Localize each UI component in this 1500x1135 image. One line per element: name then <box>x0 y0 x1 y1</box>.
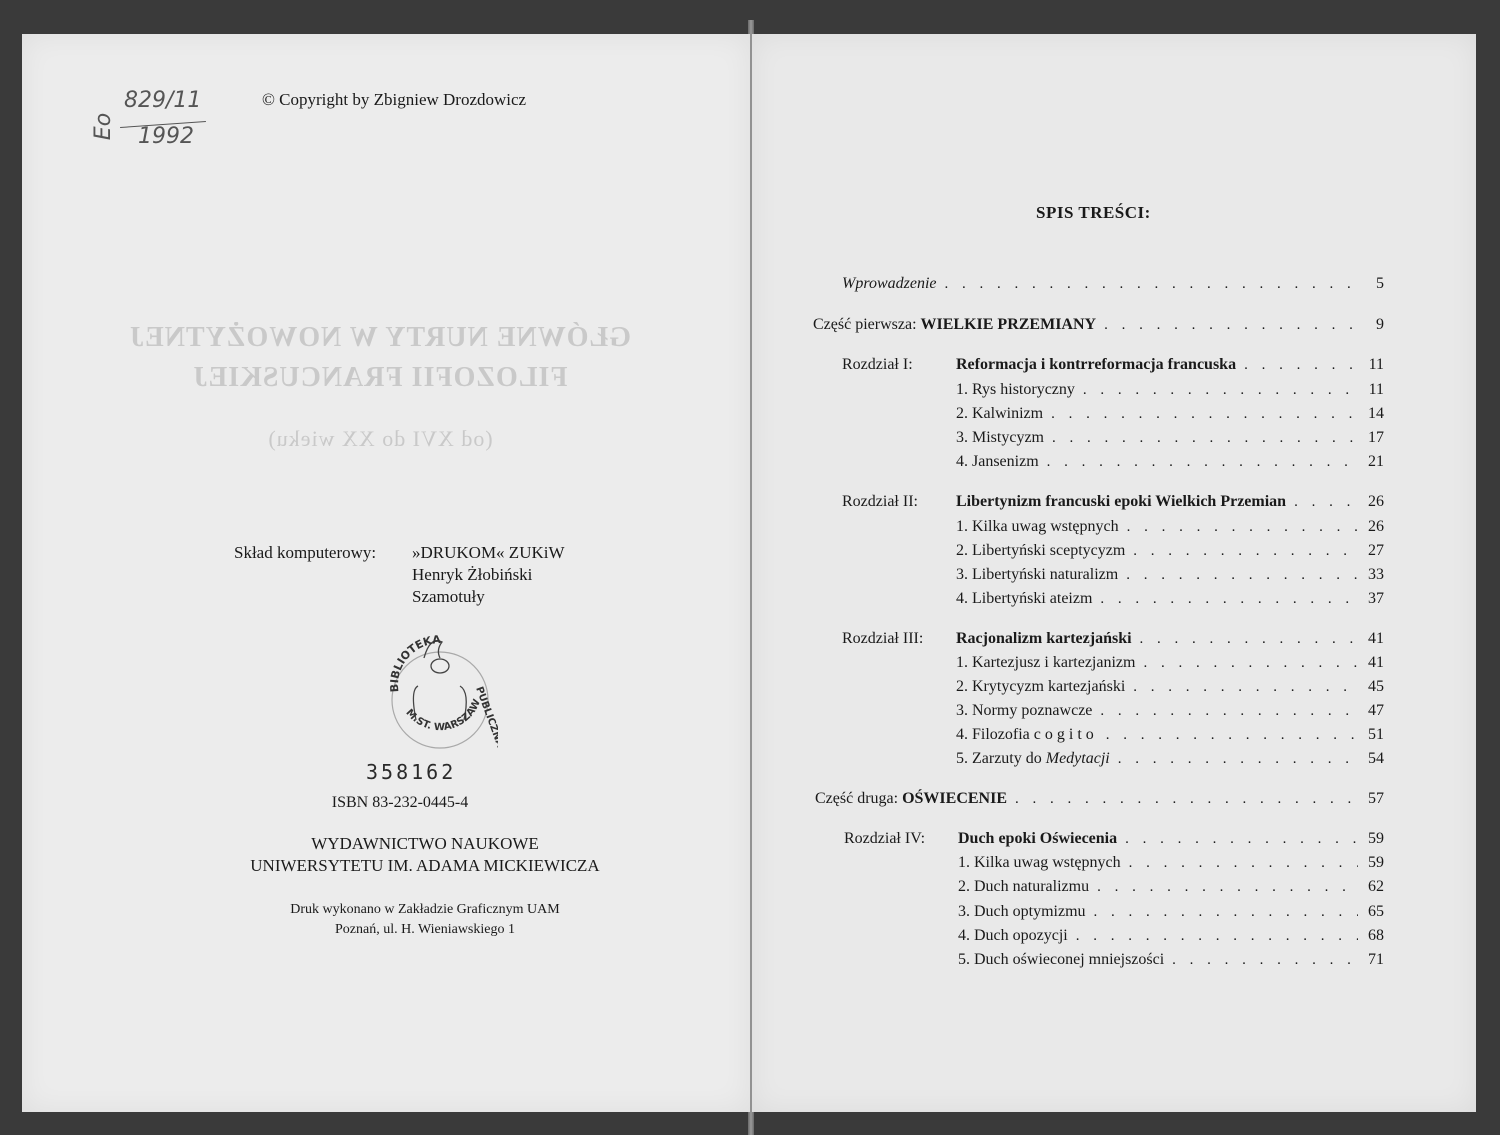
toc-section <box>956 564 1384 586</box>
toc-leader-dots <box>1047 451 1358 473</box>
toc-section <box>956 588 1384 610</box>
toc-page-number: 26 <box>1368 493 1384 510</box>
toc-leader-dots <box>1244 354 1358 376</box>
chapter-title: Libertynizm francuski epoki Wielkich Przemian <box>956 493 1287 510</box>
section-title: 5. Duch oświeconej mniejszości <box>958 951 1165 968</box>
toc-leader-dots <box>1172 949 1358 971</box>
toc-page-number: 54 <box>1368 750 1384 767</box>
show-through-title-line-3: (od XVI do XX wieku) <box>267 426 493 451</box>
toc-page-number: 71 <box>1368 951 1384 968</box>
section-title: 2. Duch naturalizmu <box>958 878 1090 895</box>
section-title: 1. Rys historyczny <box>956 381 1075 398</box>
toc-section <box>956 403 1384 425</box>
toc-part-2 <box>815 788 1384 810</box>
toc-chapter-2 <box>956 491 1384 513</box>
toc-page-number: 65 <box>1368 903 1384 920</box>
toc-page-number: 11 <box>1368 381 1384 398</box>
library-stamp <box>380 628 498 752</box>
chapter-title: Reformacja i kontrreformacja francuska <box>956 356 1237 373</box>
section-title: 2. Libertyński sceptycyzm <box>956 542 1126 559</box>
typesetting-line: Henryk Żłobiński <box>412 565 533 584</box>
printer-line: Druk wykonano w Zakładzie Graficznym UAM <box>290 902 560 917</box>
publisher <box>150 833 700 877</box>
toc-page-number: 27 <box>1368 542 1384 559</box>
toc-leader-dots <box>1133 676 1358 698</box>
toc-leader-dots <box>1126 564 1358 586</box>
toc-section <box>956 540 1384 562</box>
show-through-title-line-2: FILOZOFII FRANCUSKIEJ <box>192 362 568 393</box>
toc-entry-title: Wprowadzenie <box>842 275 937 292</box>
toc-leader-dots <box>1052 427 1358 449</box>
section-title: 1. Kilka uwag wstępnych <box>958 854 1121 871</box>
toc-section <box>956 516 1384 538</box>
toc-page-number: 21 <box>1368 453 1384 470</box>
stamp-text-bottom: M.ST. WARSZAW <box>403 697 483 734</box>
toc-page-number: 5 <box>1376 275 1384 292</box>
shelfmark-year: 1992 <box>138 124 194 149</box>
toc-section <box>956 724 1384 746</box>
toc-page-number: 68 <box>1368 927 1384 944</box>
section-title-prefix: 5. Zarzuty do <box>956 750 1042 767</box>
section-title: 3. Duch optymizmu <box>958 903 1086 920</box>
isbn: ISBN 83-232-0445-4 <box>331 794 469 811</box>
section-title: 4. Duch opozycji <box>958 927 1068 944</box>
part-prefix: Część pierwsza: <box>813 316 917 333</box>
show-through-title-line-1: GŁÓWNE NURTY W NOWOŻYTNEJ <box>129 322 631 353</box>
section-title: 2. Kalwinizm <box>956 405 1044 422</box>
toc-leader-dots <box>1140 628 1358 650</box>
toc-leader-dots <box>1129 852 1358 874</box>
toc-page-number: 41 <box>1368 630 1384 647</box>
toc-leader-dots <box>1133 540 1358 562</box>
section-title: 1. Kilka uwag wstępnych <box>956 518 1119 535</box>
publisher-line: UNIWERSYTETU IM. ADAMA MICKIEWICZA <box>250 856 600 875</box>
chapter-label: Rozdział III: <box>842 630 924 647</box>
chapter-label: Rozdział IV: <box>844 830 926 847</box>
section-title-prefix: 4. Filozofia <box>956 726 1030 743</box>
toc-page-number: 37 <box>1368 590 1384 607</box>
toc-title: SPIS TREŚCI: <box>1036 203 1151 222</box>
part-title: WIELKIE PRZEMIANY <box>920 316 1097 333</box>
toc-section <box>956 652 1384 674</box>
part-title: OŚWIECENIE <box>902 790 1007 807</box>
section-title: 3. Normy poznawcze <box>956 702 1093 719</box>
toc-leader-dots <box>1294 491 1358 513</box>
toc-leader-dots <box>1097 876 1358 898</box>
typesetting-line: »DRUKOM« ZUKiW <box>412 543 565 562</box>
section-title: 1. Kartezjusz i kartezjanizm <box>956 654 1136 671</box>
toc-page-number: 47 <box>1368 702 1384 719</box>
toc-leader-dots <box>945 273 1358 295</box>
toc-leader-dots <box>1100 700 1358 722</box>
toc-leader-dots <box>1118 748 1358 770</box>
stamp-text-right: PUBLICZNA <box>473 685 498 750</box>
toc-section <box>958 949 1384 971</box>
toc-page-number: 41 <box>1368 654 1384 671</box>
toc-chapter-4 <box>958 828 1384 850</box>
copyright-notice: © Copyright by Zbigniew Drozdowicz <box>262 90 527 109</box>
toc-leader-dots <box>1015 788 1358 810</box>
toc-leader-dots <box>1127 516 1358 538</box>
toc-part-1 <box>813 314 1384 336</box>
toc-entry-intro <box>842 273 1384 295</box>
chapter-label: Rozdział I: <box>842 356 913 373</box>
section-title: 4. Libertyński ateizm <box>956 590 1093 607</box>
toc-page-number: 11 <box>1368 356 1384 373</box>
toc-section <box>958 925 1384 947</box>
toc-page-number: 51 <box>1368 726 1384 743</box>
chapter-label: Rozdział II: <box>842 493 918 510</box>
toc-chapter-3 <box>956 628 1384 650</box>
typesetting-line: Szamotuły <box>412 587 485 606</box>
toc-page-number: 14 <box>1368 405 1384 422</box>
toc-page-number: 33 <box>1368 566 1384 583</box>
toc-page-number: 17 <box>1368 429 1384 446</box>
publisher-line: WYDAWNICTWO NAUKOWE <box>311 834 539 853</box>
toc-section <box>958 876 1384 898</box>
handwritten-shelfmark <box>84 72 234 172</box>
toc-leader-dots <box>1076 925 1358 947</box>
toc-section <box>958 852 1384 874</box>
toc-section <box>958 901 1384 923</box>
toc-section <box>956 451 1384 473</box>
section-title-emphasis: Medytacji <box>1045 750 1110 767</box>
toc-page-number: 45 <box>1368 678 1384 695</box>
toc-leader-dots <box>1125 828 1358 850</box>
section-title: 2. Krytycyzm kartezjański <box>956 678 1126 695</box>
chapter-title: Racjonalizm kartezjański <box>956 630 1132 647</box>
section-title: 4. Jansenizm <box>956 453 1039 470</box>
toc-leader-dots <box>1106 724 1358 746</box>
toc-page-number: 9 <box>1376 316 1384 333</box>
toc-section <box>956 427 1384 449</box>
section-title: 3. Libertyński naturalizm <box>956 566 1119 583</box>
toc-leader-dots <box>1143 652 1358 674</box>
toc-section <box>956 748 1384 770</box>
stamp-text-top: BIBLIOTEKA <box>387 633 442 693</box>
toc-leader-dots <box>1051 403 1358 425</box>
chapter-title: Duch epoki Oświecenia <box>958 830 1118 847</box>
toc-chapter-1 <box>956 354 1384 376</box>
toc-leader-dots <box>1100 588 1358 610</box>
section-title-emphasis: cogito <box>1033 726 1098 743</box>
toc-page-number: 57 <box>1368 790 1384 807</box>
toc-section <box>956 379 1384 401</box>
shelfmark-prefix: Eo <box>91 112 117 141</box>
typesetting-label: Skład komputerowy: <box>234 543 377 562</box>
toc-section <box>956 676 1384 698</box>
shelfmark-number: 829/11 <box>124 88 202 113</box>
section-title: 3. Mistycyzm <box>956 429 1044 446</box>
accession-number: 358162 <box>366 760 457 784</box>
toc-page-number: 62 <box>1368 878 1384 895</box>
toc-page-number: 59 <box>1368 854 1384 871</box>
printer-line: Poznań, ul. H. Wieniawskiego 1 <box>335 922 515 937</box>
toc-page-number: 26 <box>1368 518 1384 535</box>
typesetting-credit <box>234 542 565 608</box>
toc-leader-dots <box>1104 314 1358 336</box>
toc-page-number: 59 <box>1368 830 1384 847</box>
toc-section <box>956 700 1384 722</box>
toc-leader-dots <box>1094 901 1358 923</box>
svg-text:BIBLIOTEKA <box>388 633 442 693</box>
toc-leader-dots <box>1083 379 1358 401</box>
part-prefix: Część druga: <box>815 790 899 807</box>
printer-info <box>150 900 700 940</box>
